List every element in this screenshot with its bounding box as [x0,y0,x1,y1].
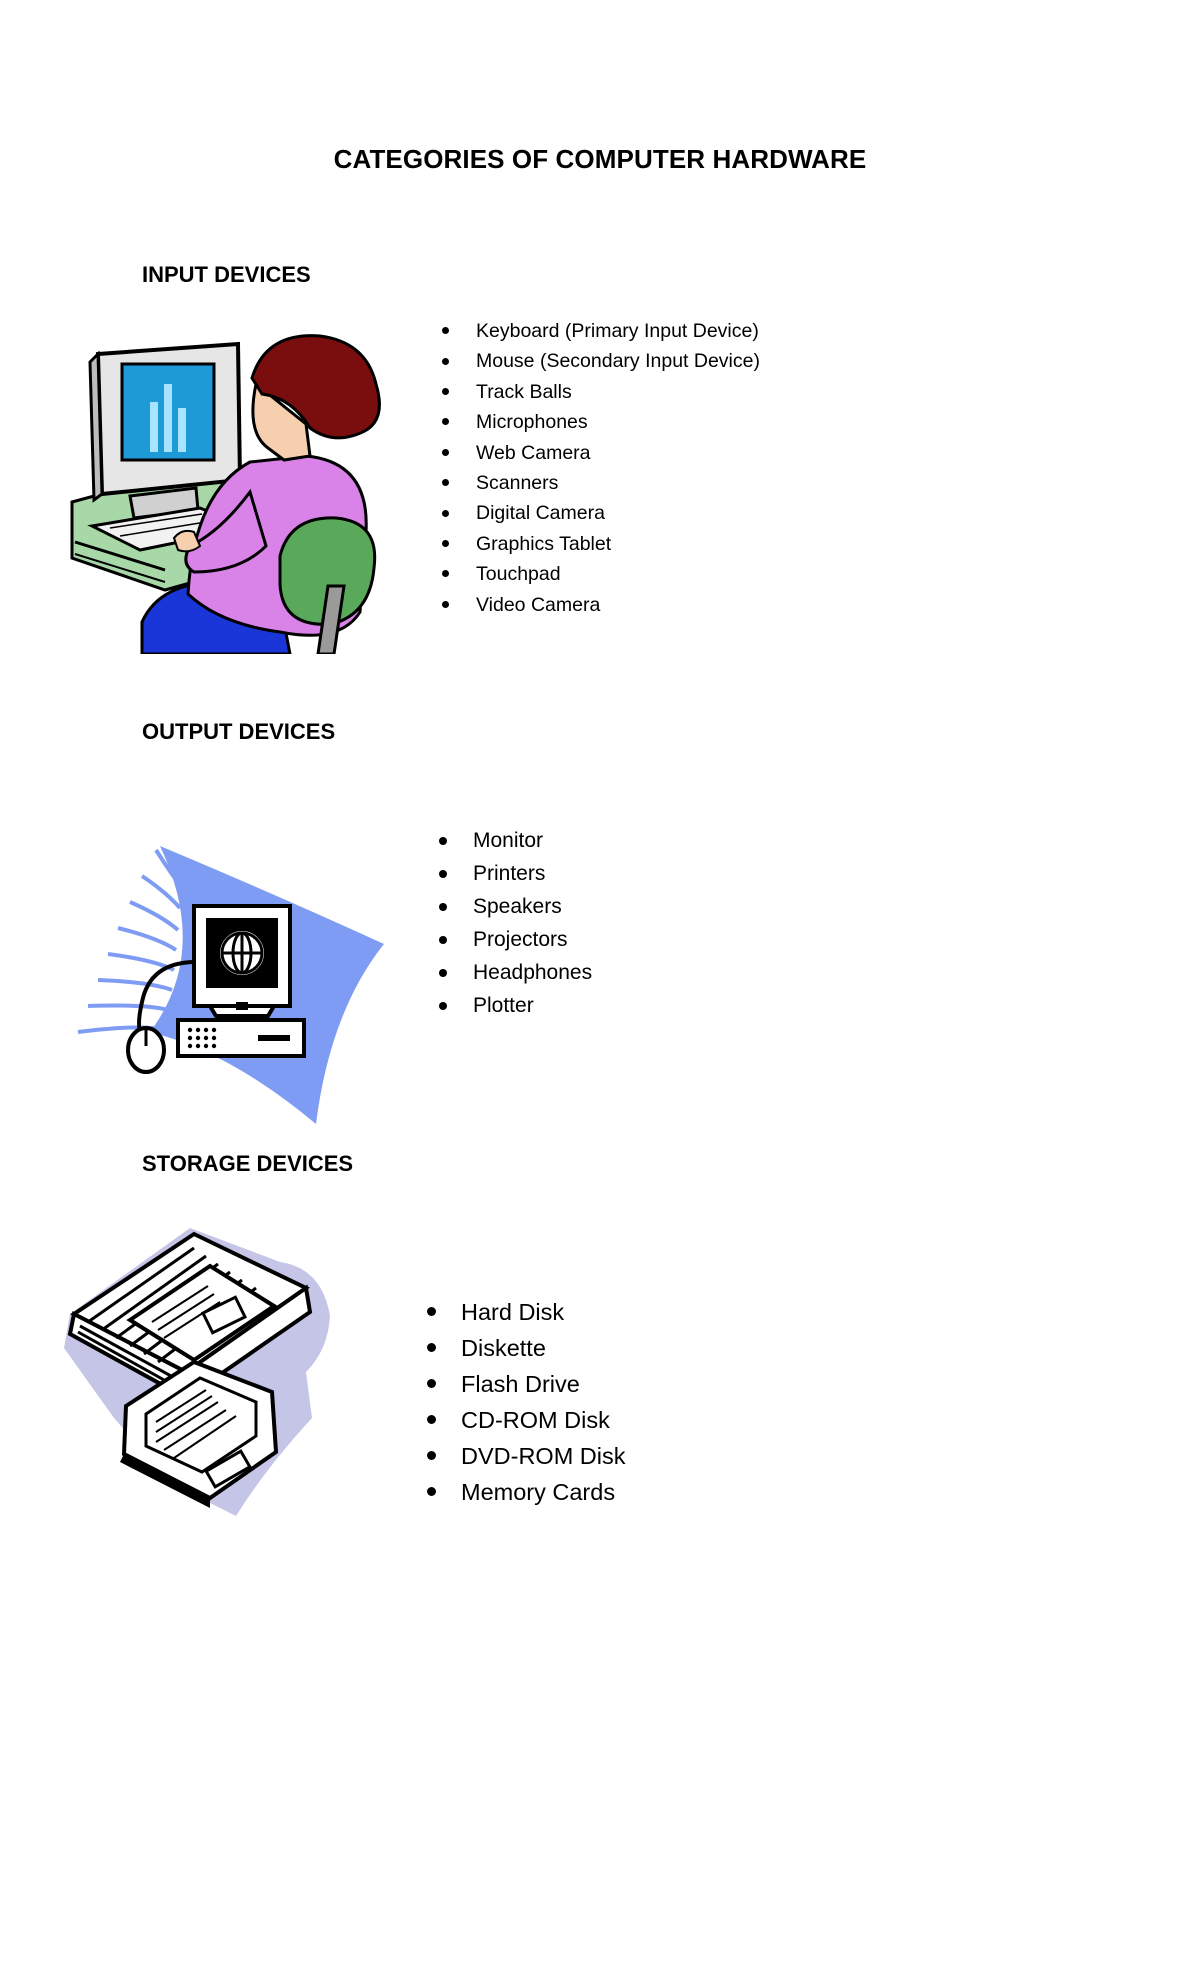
output-devices-heading: OUTPUT DEVICES [142,719,336,744]
list-item: Touchpad [476,559,760,589]
output-devices-list [473,824,592,1022]
list-item: Hard Disk [461,1294,626,1330]
list-item: Plotter [473,989,592,1022]
list-item: Digital Camera [476,498,760,528]
list-item: Video Camera [476,590,760,620]
list-item: Speakers [473,890,592,923]
list-item: DVD-ROM Disk [461,1438,626,1474]
list-item: CD-ROM Disk [461,1402,626,1438]
list-item: Printers [473,857,592,890]
document-title: CATEGORIES OF COMPUTER HARDWARE [333,144,867,174]
list-item: Memory Cards [461,1474,626,1510]
list-item: Track Balls [476,377,760,407]
list-item: Graphics Tablet [476,529,760,559]
woman-at-computer-icon [70,332,390,654]
computer-globe-monitor-icon [70,832,390,1124]
list-item: Mouse (Secondary Input Device) [476,346,760,376]
list-item: Flash Drive [461,1366,626,1402]
list-item: Microphones [476,407,760,437]
input-devices-heading: INPUT DEVICES [142,262,311,287]
list-item: Keyboard (Primary Input Device) [476,316,760,346]
list-item: Projectors [473,923,592,956]
list-item: Headphones [473,956,592,989]
input-devices-list [476,316,760,620]
list-item: Monitor [473,824,592,857]
list-item: Diskette [461,1330,626,1366]
storage-devices-heading: STORAGE DEVICES [142,1151,354,1176]
list-item: Web Camera [476,438,760,468]
list-item: Scanners [476,468,760,498]
storage-devices-list [461,1294,626,1510]
floppy-disks-icon [60,1222,340,1518]
